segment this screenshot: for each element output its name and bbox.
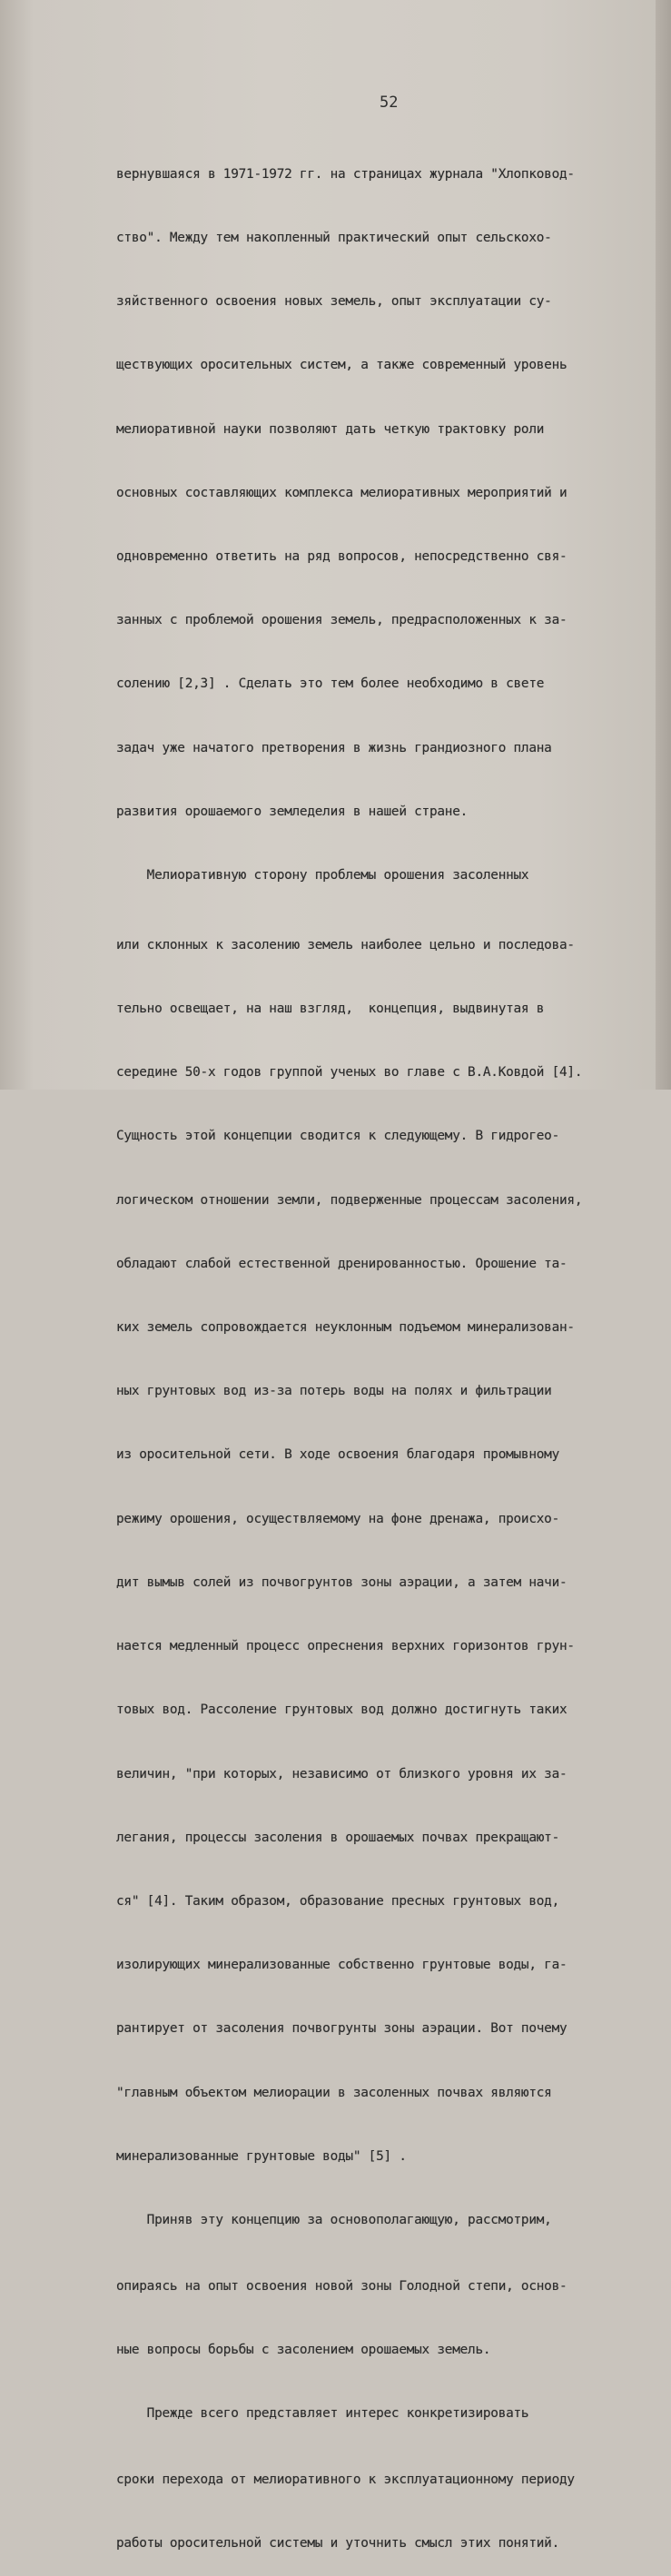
text-line: одновременно ответить на ряд вопросов, непосредственно свя-	[116, 549, 567, 565]
text-line: ные вопросы борьбы с засолением орошаемых земель.	[116, 2342, 491, 2357]
text-line: зяйственного освоения новых земель, опыт эксплуатации су-	[116, 294, 552, 310]
typed-body-text	[116, 122, 652, 2576]
text-line: Сущность этой концепции сводится к следующему. В гидрогео-	[116, 1129, 560, 1144]
text-line: минерализованные грунтовые воды" [5] .	[116, 2148, 407, 2164]
paragraph-start-line: Прежде всего представляет интерес конкретизировать	[116, 2406, 529, 2422]
text-line: сроки перехода от мелиоративного к эксплуатационному периоду	[116, 2472, 575, 2487]
text-line: вернувшаяся в 1971-1972 гг. на страницах журнала "Хлопковод-	[116, 166, 575, 182]
text-line: опираясь на опыт освоения новой зоны Голодной степи, основ-	[116, 2278, 567, 2294]
text-line: работы оросительной системы и уточнить смысл этих понятий.	[116, 2536, 560, 2551]
text-line: легания, процессы засоления в орошаемых почвах прекращают-	[116, 1830, 560, 1845]
text-line: товых вод. Рассоление грунтовых вод должно достигнуть таких	[116, 1703, 567, 1718]
paragraph-start-line: Мелиоративную сторону проблемы орошения засоленных	[116, 868, 529, 883]
page-number: 52	[380, 94, 399, 112]
text-line: ство". Между тем накопленный практический опыт сельскохо-	[116, 231, 552, 246]
text-line: изолирующих минерализованные собственно грунтовые воды, га-	[116, 1958, 567, 1973]
text-line: задач уже начатого претворения в жизнь грандиозного плана	[116, 740, 552, 755]
paragraph-start-line: Приняв эту концепцию за основополагающую, рассмотрим,	[116, 2212, 552, 2227]
text-line: занных с проблемой орошения земель, предрасположенных к за-	[116, 613, 567, 628]
text-line: режиму орошения, осуществляемому на фоне дренажа, происхо-	[116, 1511, 560, 1526]
text-line: из оросительной сети. В ходе освоения благодаря промывному	[116, 1447, 560, 1463]
text-line: ных грунтовых вод из-за потерь воды на полях и фильтрации	[116, 1384, 552, 1399]
text-line: тельно освещает, на наш взгляд, концепция, выдвинутая в	[116, 1002, 545, 1017]
text-line: логическом отношении земли, подверженные процессам засоления,	[116, 1192, 583, 1208]
text-line: основных составляющих комплекса мелиоративных мероприятий и	[116, 485, 567, 500]
text-line: развития орошаемого земледелия в нашей стране.	[116, 804, 469, 819]
text-line: середине 50-х годов группой ученых во главе с В.А.Ковдой [4].	[116, 1065, 583, 1081]
text-line: величин, "при которых, независимо от близкого уровня их за-	[116, 1766, 567, 1781]
page-edge	[656, 0, 671, 1090]
text-line: ществующих оросительных систем, а также современный уровень	[116, 358, 567, 373]
text-line: нается медленный процесс опреснения верхних горизонтов грун-	[116, 1639, 575, 1654]
text-line: мелиоративной науки позволяют дать четкую трактовку роли	[116, 421, 545, 437]
text-line: дит вымыв солей из почвогрунтов зоны аэрации, а затем начи-	[116, 1574, 567, 1590]
text-line: солению [2,3] . Сделать это тем более необходимо в свете	[116, 676, 545, 692]
text-line: или склонных к засолению земель наиболее цельно и последова-	[116, 937, 575, 952]
text-line: ся" [4]. Таким образом, образование пресных грунтовых вод,	[116, 1893, 560, 1909]
text-line: "главным объектом мелиорации в засоленных почвах являются	[116, 2085, 552, 2100]
text-line: рантирует от засоления почвогрунты зоны аэрации. Вот почему	[116, 2021, 567, 2037]
text-line: обладают слабой естественной дренированностью. Орошение та-	[116, 1256, 567, 1271]
text-line: ких земель сопровождается неуклонным подъемом минерализован-	[116, 1320, 575, 1336]
